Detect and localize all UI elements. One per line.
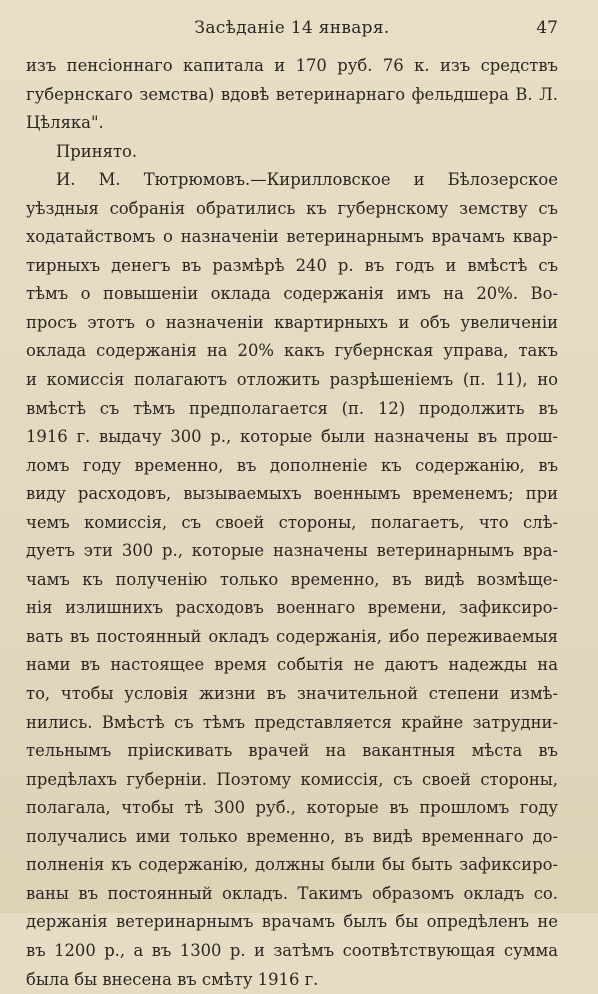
text-line: тельнымъ пріискивать врачей на вакантныя мѣста въ <box>26 737 558 766</box>
text-line: нились. Вмѣстѣ съ тѣмъ представляется крайне затрудни- <box>26 709 558 738</box>
text-line: въ 1200 р., а въ 1300 р. и затѣмъ соотвѣтствующая сумма <box>26 937 558 966</box>
page-header <box>26 14 558 48</box>
text-line: держанія ветеринарнымъ врачамъ былъ бы опредѣленъ не <box>26 908 558 937</box>
text-line: губернскаго земства) вдовѣ ветеринарнаго фельдшера В. Л. <box>26 81 558 110</box>
text-line: уѣздныя собранія обратились къ губернскому земству съ <box>26 195 558 224</box>
text-line: 1916 г. выдачу 300 р., которые были назначены въ прош- <box>26 423 558 452</box>
text-line: вать въ постоянный окладъ содержанія, ибо переживаемыя <box>26 623 558 652</box>
text-line: просъ этотъ о назначеніи квартирныхъ и объ увеличеніи <box>26 309 558 338</box>
body-text <box>26 52 558 994</box>
text-line: была бы внесена въ смѣту 1916 г. <box>26 966 558 994</box>
text-line: дуетъ эти 300 р., которые назначены ветеринарнымъ вра- <box>26 537 558 566</box>
text-line: ходатайствомъ о назначеніи ветеринарнымъ врачамъ квар- <box>26 223 558 252</box>
text-line: чемъ комиссія, съ своей стороны, полагаетъ, что слѣ- <box>26 509 558 538</box>
text-line: тѣмъ о повышеніи оклада содержанія имъ на 20%. Во- <box>26 280 558 309</box>
speaker-line: И. М. Тютрюмовъ.—Кирилловское и Бѣлозерское <box>26 166 558 195</box>
text-line: тирныхъ денегъ въ размѣрѣ 240 р. въ годъ и вмѣстѣ съ <box>26 252 558 281</box>
text-line: оклада содержанія на 20% какъ губернская управа, такъ <box>26 337 558 366</box>
text-line: получались ими только временно, въ видѣ временнаго до- <box>26 823 558 852</box>
text-line: и комиссія полагаютъ отложить разрѣшеніемъ (п. 11), но <box>26 366 558 395</box>
text-line: нія излишнихъ расходовъ военнаго времени, зафиксиро- <box>26 594 558 623</box>
running-title: Засѣданіе 14 января. <box>26 18 558 38</box>
page-number: 47 <box>536 18 558 38</box>
text-line: Цѣляка". <box>26 109 558 138</box>
text-line: то, чтобы условія жизни въ значительной степени измѣ- <box>26 680 558 709</box>
text-line: ломъ году временно, въ дополненіе къ содержанію, въ <box>26 452 558 481</box>
text-line: виду расходовъ, вызываемыхъ военнымъ временемъ; при <box>26 480 558 509</box>
text-line: полненія къ содержанію, должны были бы быть зафиксиро- <box>26 851 558 880</box>
text-line: изъ пенсіоннаго капитала и 170 руб. 76 к. изъ средствъ <box>26 52 558 81</box>
text-line: нами въ настоящее время событія не даютъ надежды на <box>26 651 558 680</box>
text-line: Принято. <box>26 138 558 167</box>
text-line: чамъ къ полученію только временно, въ видѣ возмѣще- <box>26 566 558 595</box>
text-line: вмѣстѣ съ тѣмъ предполагается (п. 12) продолжить въ <box>26 395 558 424</box>
text-line: предѣлахъ губерніи. Поэтому комиссія, съ своей стороны, <box>26 766 558 795</box>
text-line: полагала, чтобы тѣ 300 руб., которые въ прошломъ году <box>26 794 558 823</box>
text-line: ваны въ постоянный окладъ. Такимъ образомъ окладъ со. <box>26 880 558 909</box>
